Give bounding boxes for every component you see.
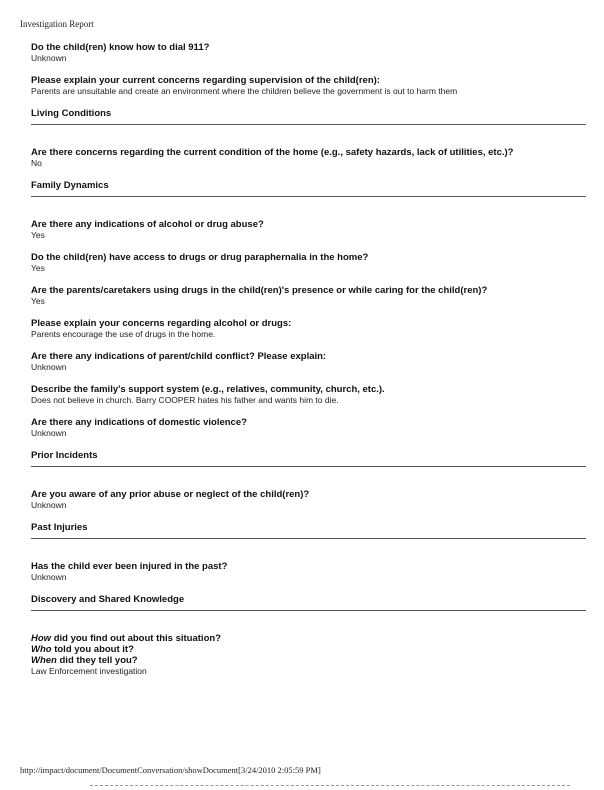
- section-prior-incidents: [31, 450, 591, 467]
- section-title: Discovery and Shared Knowledge: [31, 594, 185, 605]
- question-emphasis: When: [31, 655, 57, 666]
- answer: Parents encourage the use of drugs in the home.: [31, 329, 216, 339]
- qa-item: [31, 384, 591, 405]
- answer: Yes: [31, 230, 45, 240]
- qa-item: [31, 633, 591, 676]
- qa-item: [31, 417, 591, 438]
- question: Describe the family's support system (e.g., relatives, community, church, etc.).: [31, 384, 385, 395]
- question: [31, 644, 591, 655]
- qa-item: [31, 351, 591, 372]
- section-title: Family Dynamics: [31, 180, 109, 191]
- answer: Unknown: [31, 428, 67, 438]
- question: Are there any indications of parent/child conflict? Please explain:: [31, 351, 327, 362]
- section-divider: [31, 538, 586, 539]
- report-body: [31, 42, 591, 688]
- question: Are there concerns regarding the current condition of the home (e.g., safety hazards, lack of utilities, etc.)?: [31, 147, 514, 158]
- answer: No: [31, 158, 42, 168]
- answer: Yes: [31, 263, 45, 273]
- question-emphasis: How: [31, 633, 52, 644]
- question: Please explain your current concerns regarding supervision of the child(ren):: [31, 75, 380, 86]
- section-divider: [31, 196, 586, 197]
- section-title: Prior Incidents: [31, 450, 98, 461]
- document-footer-url: http://impact/document/DocumentConversation/showDocument[3/24/2010 2:05:59 PM]: [20, 765, 321, 775]
- qa-item: [31, 285, 591, 306]
- answer: Unknown: [31, 53, 67, 63]
- section-past-injuries: [31, 522, 591, 539]
- answer: Law Enforcement investigation: [31, 666, 147, 676]
- answer: Unknown: [31, 572, 67, 582]
- answer: Does not believe in church. Barry COOPER hates his father and wants him to die.: [31, 395, 339, 405]
- question-emphasis: Who: [31, 644, 52, 655]
- question-text: told you about it?: [51, 644, 134, 655]
- qa-item: [31, 318, 591, 339]
- section-title: Past Injuries: [31, 522, 88, 533]
- answer: Unknown: [31, 500, 67, 510]
- question: Please explain your concerns regarding alcohol or drugs:: [31, 318, 292, 329]
- question-text: did you find out about this situation?: [51, 633, 221, 644]
- section-divider: [31, 124, 586, 125]
- question: [31, 655, 591, 666]
- question: Are there any indications of domestic violence?: [31, 417, 247, 428]
- question: Are the parents/caretakers using drugs in the child(ren)'s presence or while caring for the child(ren)?: [31, 285, 488, 296]
- section-divider: [31, 610, 586, 611]
- section-living-conditions: [31, 108, 591, 125]
- question-text: did they tell you?: [56, 655, 138, 666]
- qa-item: [31, 147, 591, 168]
- question: Are there any indications of alcohol or drug abuse?: [31, 219, 264, 230]
- qa-item: [31, 42, 591, 63]
- qa-item: [31, 561, 591, 582]
- section-divider: [31, 466, 586, 467]
- section-discovery: [31, 594, 591, 611]
- qa-item: [31, 489, 591, 510]
- answer: Yes: [31, 296, 45, 306]
- page-bottom-edge: [90, 785, 570, 786]
- section-family-dynamics: [31, 180, 591, 197]
- question: [31, 633, 591, 644]
- section-title: Living Conditions: [31, 108, 112, 119]
- question: Do the child(ren) have access to drugs or drug paraphernalia in the home?: [31, 252, 369, 263]
- qa-item: [31, 219, 591, 240]
- document-header: Investigation Report: [20, 19, 94, 29]
- question: Has the child ever been injured in the past?: [31, 561, 228, 572]
- qa-item: [31, 75, 591, 96]
- answer: Parents are unsuitable and create an environment where the children believe the government is out to harm them: [31, 86, 458, 96]
- question: Are you aware of any prior abuse or neglect of the child(ren)?: [31, 489, 310, 500]
- question: Do the child(ren) know how to dial 911?: [31, 42, 210, 53]
- answer: Unknown: [31, 362, 67, 372]
- qa-item: [31, 252, 591, 273]
